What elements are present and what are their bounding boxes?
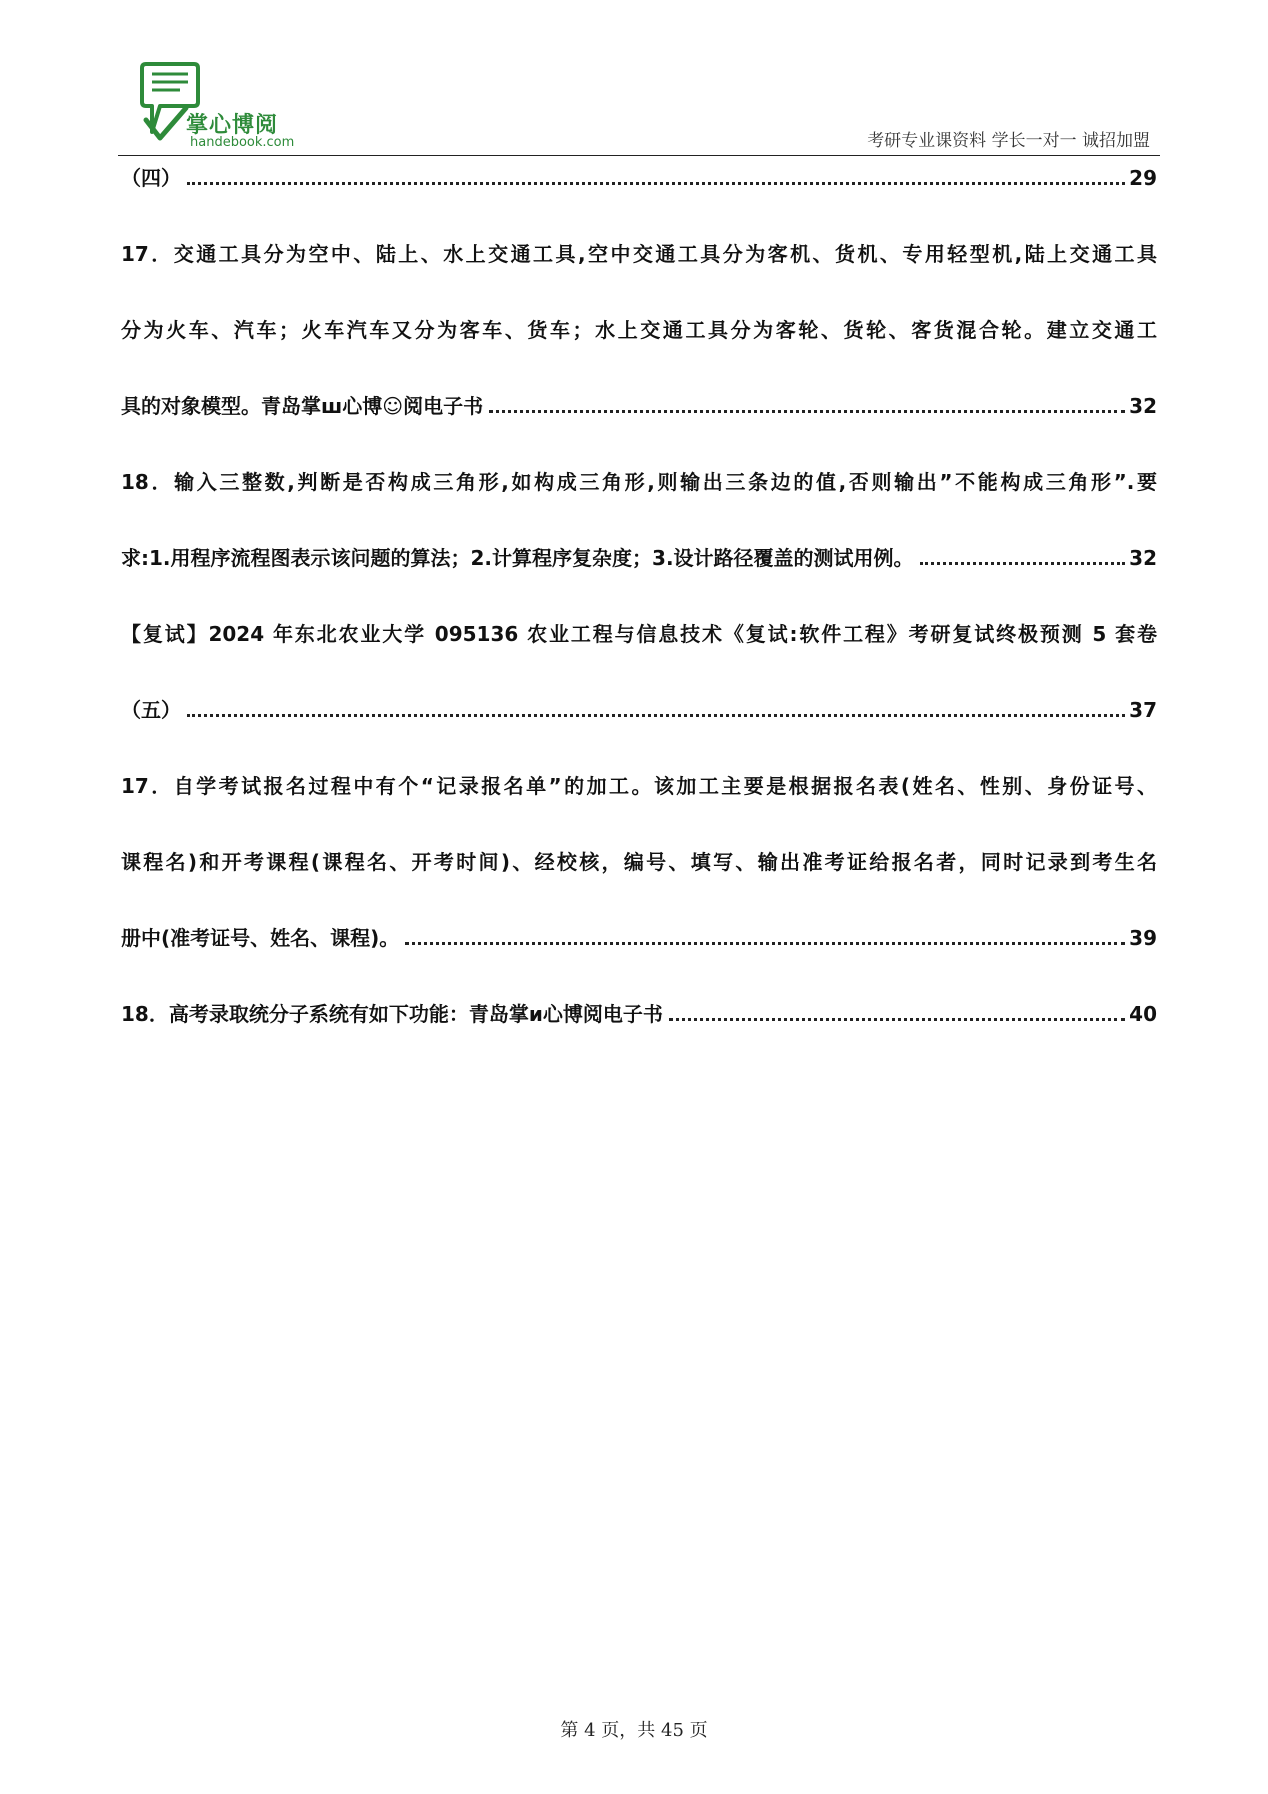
header-divider [118,155,1160,156]
dot-leader [405,942,1125,945]
toc-entry[interactable] [121,920,1157,956]
header-slogan: 考研专业课资料 学长一对一 诚招加盟 [867,131,1150,151]
toc-page-number: 29 [1129,166,1157,190]
toc-line [121,292,1157,368]
toc-entry-text: 具的对象模型。青岛掌ш心博☺阅电子书 [121,388,489,424]
dot-leader [187,182,1125,185]
page-header [118,58,1158,158]
toc-page-number: 32 [1129,546,1157,570]
toc-line [121,900,1157,976]
toc-section-title[interactable]: 【复试】2024 年东北农业大学 095136 农业工程与信息技术《复试:软件工程》考研复试终极预测 5 套卷 [121,622,1157,646]
logo-chinese-name: 掌心博阅 [186,113,279,138]
toc-line [121,824,1157,900]
toc-entry[interactable] [121,692,1157,728]
page-footer: 第 4 页，共 45 页 [560,1720,708,1741]
toc-line [121,748,1157,824]
toc-entry-text[interactable]: 课程名)和开考课程(课程名、开考时间)、经校核，编号、填写、输出准考证给报名者，同时记录到考生名 [121,850,1157,874]
toc-line [121,672,1157,748]
toc-line [121,368,1157,444]
toc-entry-text: 18．高考录取统分子系统有如下功能：青岛掌и心博阅电子书 [121,996,669,1032]
toc-entry-text: 册中(准考证号、姓名、课程)。 [121,920,405,956]
logo-domain: handebook.com [190,135,295,150]
toc-entry-text[interactable]: 分为火车、汽车；火车汽车又分为客车、货车；水上交通工具分为客轮、货轮、客货混合轮。建立交通工 [121,318,1157,342]
toc-line [121,216,1157,292]
toc-entry[interactable] [121,996,1157,1032]
toc-entry-text: （五） [121,692,187,728]
toc-line [121,976,1157,1052]
dot-leader [187,714,1125,717]
toc-line [121,596,1157,672]
toc-entry-text: 求:1.用程序流程图表示该问题的算法；2.计算程序复杂度；3.设计路径覆盖的测试用例。 [121,540,920,576]
dot-leader [669,1018,1125,1021]
dot-leader [489,410,1125,413]
toc-entry-text: （四） [121,160,187,196]
brand-logo[interactable] [138,62,295,150]
toc-page-number: 39 [1129,926,1157,950]
toc-line [121,520,1157,596]
toc-page-number: 40 [1129,1002,1157,1026]
dot-leader [920,562,1126,565]
toc-entry-text[interactable]: 18．输入三整数,判断是否构成三角形,如构成三角形,则输出三条边的值,否则输出”不能构成三角形”.要 [121,470,1157,494]
toc-entry[interactable] [121,388,1157,424]
toc-entry[interactable] [121,160,1157,196]
toc-entry-text[interactable]: 17．自学考试报名过程中有个“记录报名单”的加工。该加工主要是根据报名表(姓名、性别、身份证号、 [121,774,1157,798]
table-of-contents [121,160,1157,1052]
toc-entry[interactable] [121,540,1157,576]
toc-entry-text[interactable]: 17．交通工具分为空中、陆上、水上交通工具,空中交通工具分为客机、货机、专用轻型机,陆上交通工具 [121,242,1157,266]
toc-line [121,444,1157,520]
toc-page-number: 32 [1129,394,1157,418]
toc-page-number: 37 [1129,698,1157,722]
toc-line [121,160,1157,216]
